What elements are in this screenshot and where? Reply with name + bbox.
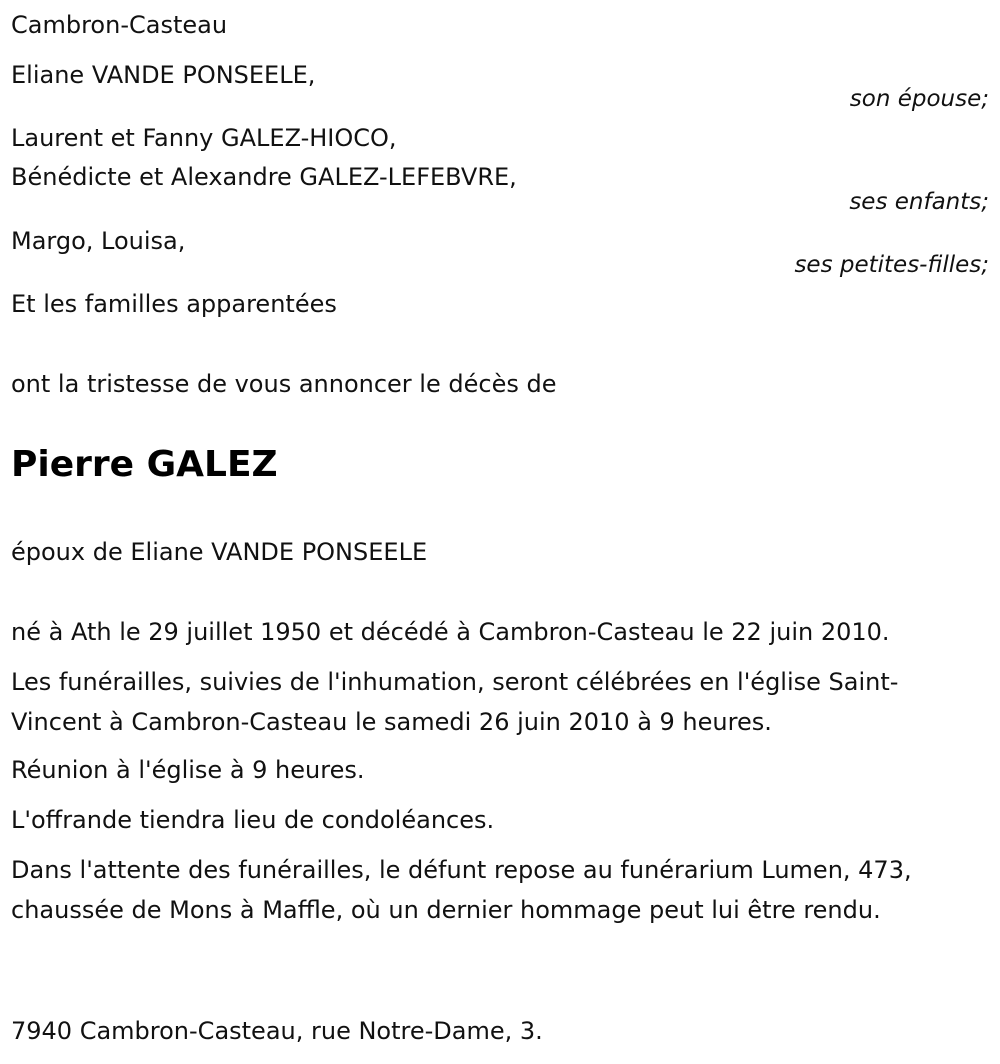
funeral-paragraph: Les funérailles, suivies de l'inhumation, seront célébrées en l'église Saint-Vincent à Cambron-Casteau le samedi 26 juin 2010 à 9 heures. <box>11 668 899 736</box>
children-role: ses enfants; <box>849 189 989 215</box>
address-line: 7940 Cambron-Casteau, rue Notre-Dame, 3. <box>11 1017 543 1045</box>
child-name: Bénédicte et Alexandre GALEZ-LEFEBVRE, <box>11 163 517 191</box>
grandchildren-role: ses petites-filles; <box>794 252 989 278</box>
child-name: Laurent et Fanny GALEZ-HIOCO, <box>11 124 397 152</box>
grandchildren-names: Margo, Louisa, <box>11 227 186 255</box>
heading-place: Cambron-Casteau <box>11 11 228 39</box>
announcement: ont la tristesse de vous annoncer le décès de <box>11 370 557 398</box>
spouse-name: Eliane VANDE PONSEELE, <box>11 61 316 89</box>
offering-line: L'offrande tiendra lieu de condoléances. <box>11 806 495 834</box>
birth-death-line: né à Ath le 29 juillet 1950 et décédé à Cambron-Casteau le 22 juin 2010. <box>11 618 890 646</box>
deceased-name: Pierre GALEZ <box>11 444 278 485</box>
spouse-role: son épouse; <box>849 86 989 112</box>
meeting-line: Réunion à l'église à 9 heures. <box>11 756 365 784</box>
funeral-home-paragraph: Dans l'attente des funérailles, le défunt repose au funérarium Lumen, 473, chaussée de Mons à Maffle, où un dernier hommage peut lui être rendu. <box>11 856 912 924</box>
families-line: Et les familles apparentées <box>11 290 337 318</box>
spouse-of-line: époux de Eliane VANDE PONSEELE <box>11 538 428 566</box>
